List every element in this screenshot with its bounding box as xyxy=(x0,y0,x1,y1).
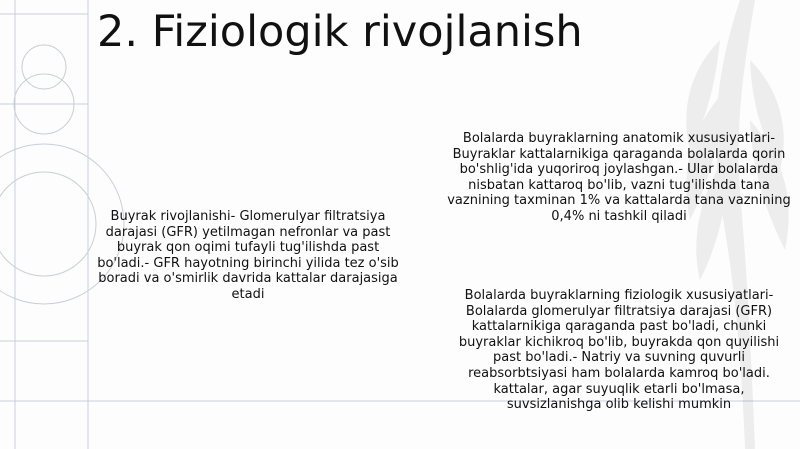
page-title: 2. Fiziologik rivojlanish xyxy=(97,7,583,57)
deco-circle-inner xyxy=(0,172,96,276)
deco-circle-mid xyxy=(14,74,74,134)
kidney-development-text: Buyrak rivojlanishi- Glomerulyar filtratsiya darajasi (GFR) yetilmagan nefronlar va past buyrak qon oqimi tufayli tug'ilishda past bo'ladi.- GFR hayotning birinchi yilida tez o'sib boradi va o'smirlik davrida kattalar darajasiga etadi xyxy=(97,209,399,302)
anatomical-features-text: Bolalarda buyraklarning anatomik xususiyatlari- Buyraklar kattalarnikiga qaraganda bolalarda qorin bo'shlig'ida yuqoriroq joylashgan.- Ular bolalarda nisbatan kattaroq bo'lib, vazni tug'ilishda tana vaznining taxminan 1% va kattalarda tana vaznining 0,4% ni tashkil qiladi xyxy=(447,131,791,224)
physiological-features-text: Bolalarda buyraklarning fiziologik xususiyatlari- Bolalarda glomerulyar filtratsiya darajasi (GFR) kattalarnikiga qaraganda past bo'ladi, chunki buyraklar kichikroq bo'lib, buyrakda qon quyilishi past bo'ladi.- Natriy va suvning quvurli reabsorbtsiyasi ham bolalarda kamroq bo'ladi. kattalar, agar suyuqlik etarli bo'lmasa, suvsizlanishga olib kelishi mumkin xyxy=(458,288,780,413)
deco-circle-small xyxy=(22,45,66,89)
